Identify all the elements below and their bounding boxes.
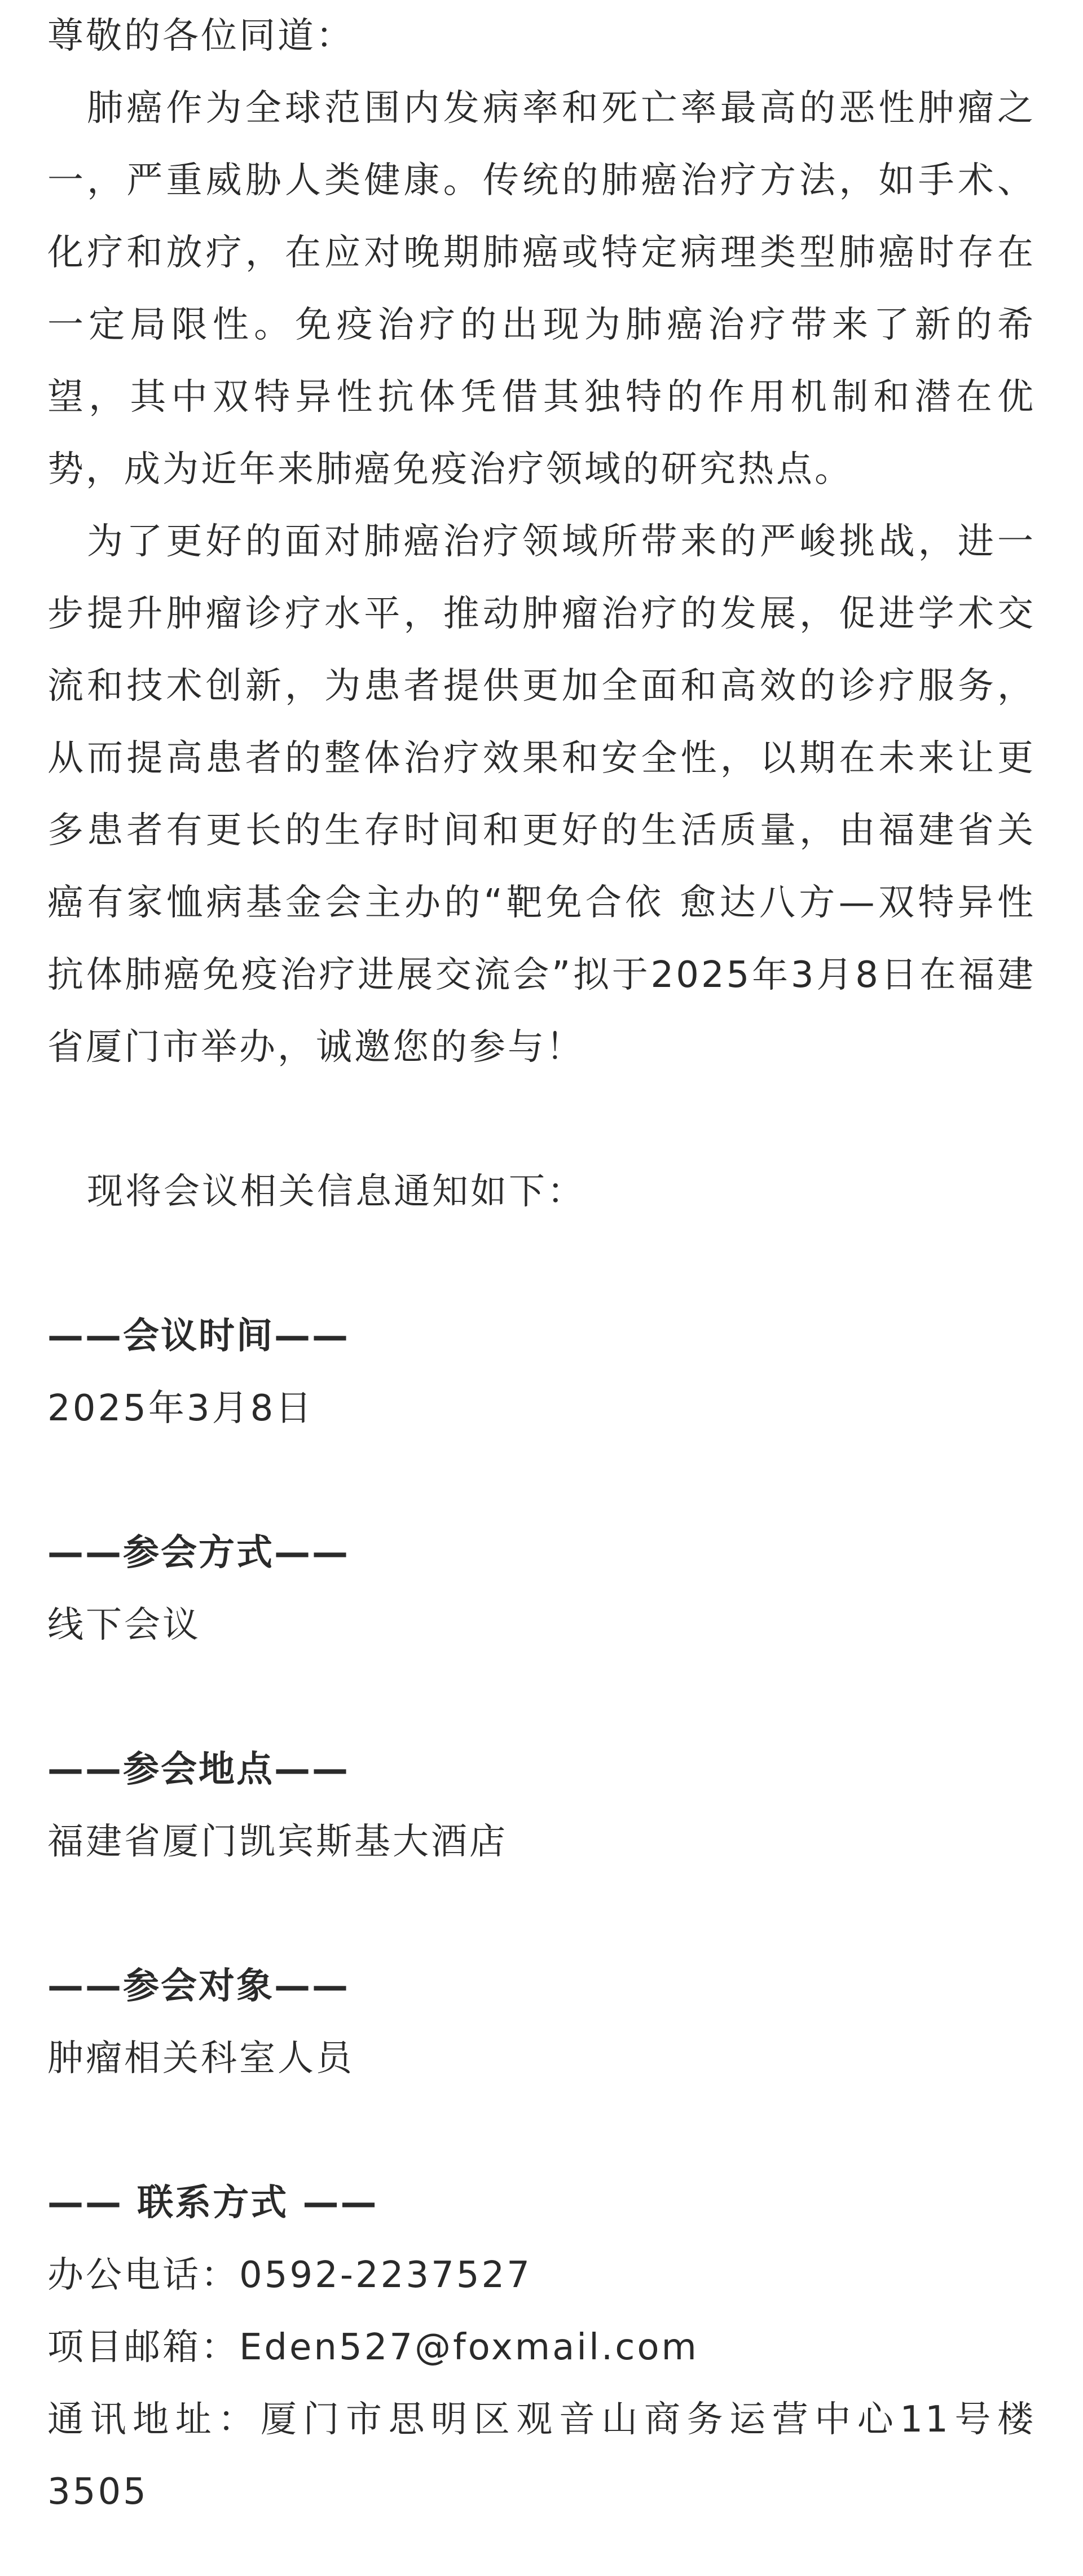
section-attendance-mode (47, 1517, 1036, 1661)
spacer (47, 1661, 1036, 1734)
section-audience (47, 1950, 1036, 2095)
spacer (47, 1228, 1036, 1300)
audience-value: 肿瘤相关科室人员 (47, 2038, 354, 2079)
intro-paragraph-1: 肺癌作为全球范围内发病率和死亡率最高的恶性肿瘤之一，严重威胁人类健康。传统的肺癌治疗方法，如手术、化疗和放疗，在应对晚期肺癌或特定病理类型肺癌时存在一定局限性。免疫治疗的出现为肺癌治疗带来了新的希望，其中双特异性抗体凭借其独特的作用机制和潜在优势，成为近年来肺癌免疫治疗领域的研究热点。 (47, 87, 1036, 490)
spacer (47, 1878, 1036, 1950)
greeting: 尊敬的各位同道： (47, 15, 354, 57)
section-contact (47, 2167, 1036, 2528)
article-body (47, 0, 1036, 2528)
section-meeting-time (47, 1300, 1036, 1445)
meeting-time-value: 2025年3月8日 (47, 1388, 314, 1429)
section-heading-venue: ——参会地点—— (47, 1749, 350, 1791)
notice-intro: 现将会议相关信息通知如下： (87, 1171, 585, 1213)
section-venue (47, 1734, 1036, 1878)
attendance-mode-value: 线下会议 (47, 1604, 201, 1646)
spacer (47, 2095, 1036, 2167)
spacer (47, 1445, 1036, 1517)
spacer (47, 1083, 1036, 1156)
contact-email: 项目邮箱：Eden527@foxmail.com (47, 2327, 699, 2368)
intro-paragraph-2: 为了更好的面对肺癌治疗领域所带来的严峻挑战，进一步提升肿瘤诊疗水平，推动肿瘤治疗的发展，促进学术交流和技术创新，为患者提供更加全面和高效的诊疗服务，从而提高患者的整体治疗效果和安全性，以期在未来让更多患者有更长的生存时间和更好的生活质量，由福建省关癌有家恤病基金会主办的“靶免合依 愈达八方—双特异性抗体肺癌免疫治疗进展交流会”拟于2025年3月8日在福建省厦门市举办，诚邀您的参与！ (47, 521, 1036, 1068)
contact-phone: 办公电话：0592-2237527 (47, 2254, 532, 2296)
section-heading-mode: ——参会方式—— (47, 1532, 350, 1574)
contact-address: 通讯地址：厦门市思明区观音山商务运营中心11号楼3505 (47, 2399, 1036, 2513)
section-heading-contact: —— 联系方式 —— (47, 2182, 378, 2224)
section-heading-time: ——会议时间—— (47, 1315, 350, 1357)
venue-value: 福建省厦门凯宾斯基大酒店 (47, 1821, 508, 1863)
section-heading-audience: ——参会对象—— (47, 1965, 350, 2007)
